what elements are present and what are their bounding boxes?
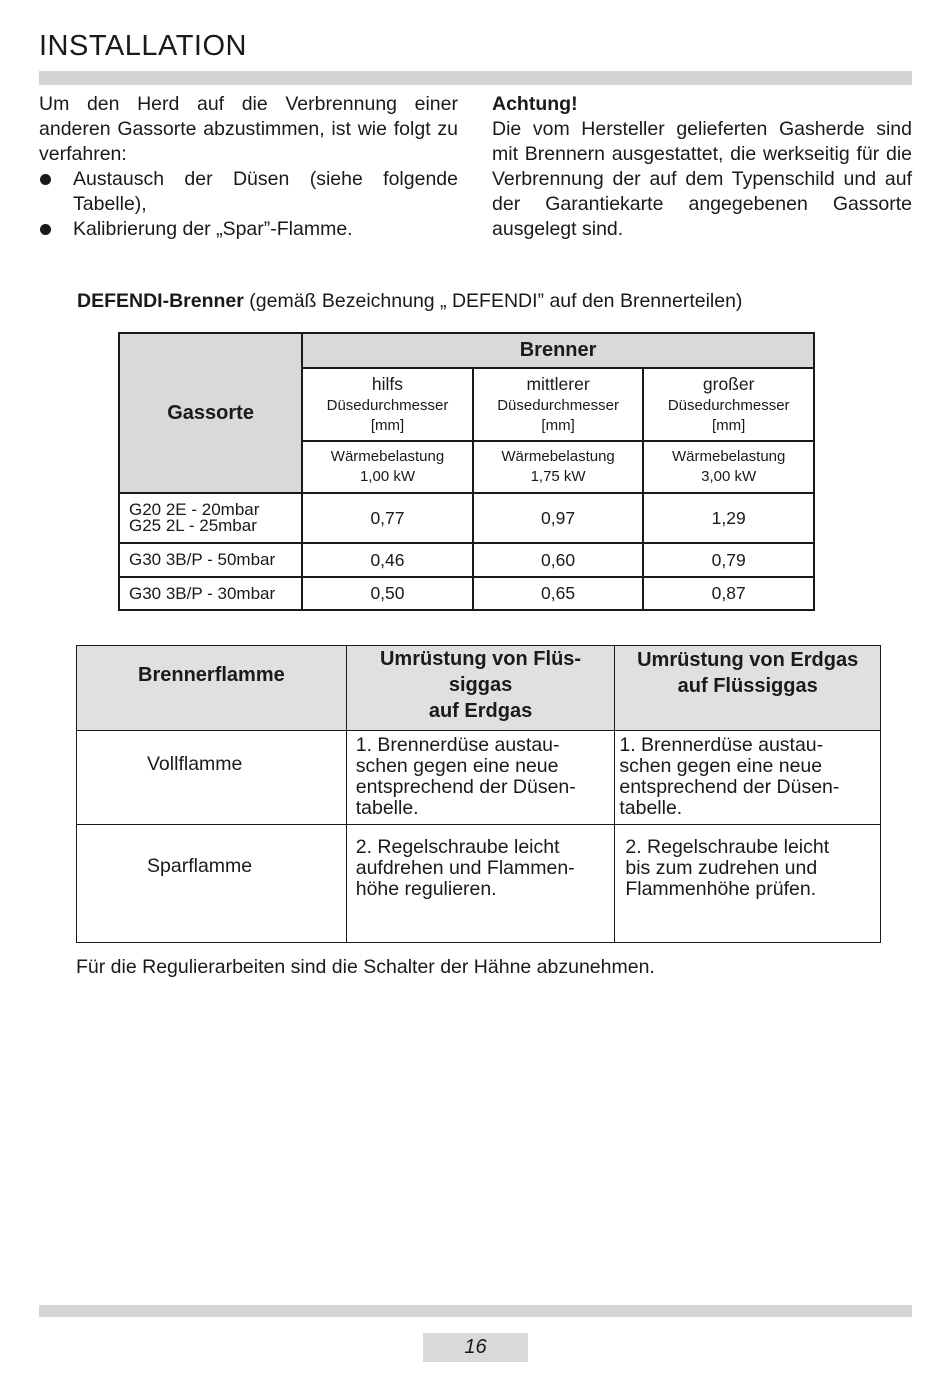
bullet-icon	[40, 224, 51, 235]
natural-to-lpg-header: Umrüstung von Erdgas auf Flüssiggas	[615, 646, 881, 731]
nozzle-value: 0,65	[473, 577, 644, 610]
notice-section	[492, 92, 912, 242]
flame-header: Brennerflamme	[77, 646, 347, 731]
lpg-to-natural-step: 1. Brennerdüse austau- schen gegen eine neue entsprechend der Düsen- tabelle.	[346, 731, 615, 825]
bullet-icon	[40, 174, 51, 185]
lpg-to-natural-step: 2. Regelschraube leicht aufdrehen und Flammen- höhe regulieren.	[346, 825, 615, 943]
caption-rest: (gemäß Bezeichnung „ DEFENDI” auf den Brennerteilen)	[243, 290, 743, 312]
heat-load-medium: Wärmebelastung 1,75 kW	[473, 441, 644, 493]
intro-bullet-list	[39, 167, 458, 242]
bullet-item: Kalibrierung der „Spar”-Flamme.	[39, 217, 458, 242]
burner-col-medium: mittlerer Düsedurchmesser [mm]	[473, 368, 644, 441]
burner-nozzle-table	[118, 332, 815, 611]
table-caption	[77, 290, 742, 313]
notice-heading: Achtung!	[492, 93, 578, 115]
table-row	[77, 825, 881, 943]
natural-to-lpg-step: 1. Brennerdüse austau- schen gegen eine neue entsprechend der Düsen- tabelle.	[615, 731, 881, 825]
page-title: INSTALLATION	[39, 30, 247, 62]
flame-type-cell: Vollflamme	[77, 731, 347, 825]
table-row	[119, 543, 814, 577]
flame-type-cell: Sparflamme	[77, 825, 347, 943]
bullet-item: Austausch der Düsen (siehe folgende Tabelle),	[39, 167, 458, 217]
nozzle-value: 0,97	[473, 493, 644, 543]
footer-divider	[39, 1305, 912, 1317]
natural-to-lpg-step: 2. Regelschraube leicht bis zum zudrehen und Flammenhöhe prüfen.	[615, 825, 881, 943]
flame-conversion-table	[76, 645, 881, 943]
lpg-to-natural-header: Umrüstung von Flüs- siggas auf Erdgas	[346, 646, 615, 731]
table-row	[119, 577, 814, 610]
notice-text: Die vom Hersteller gelieferten Gasherde sind mit Brennern ausgestattet, die werkseitig für die Verbrennung der auf dem Typenschild und auf der Garantiekarte angegebenen Gassorte ausgelegt sind.	[492, 118, 912, 240]
gas-type-cell: G30 3B/P - 50mbar	[119, 543, 302, 577]
header-divider	[39, 71, 912, 85]
burner-header: Brenner	[302, 333, 814, 368]
nozzle-value: 0,46	[302, 543, 473, 577]
nozzle-value: 0,79	[643, 543, 814, 577]
table-row	[77, 731, 881, 825]
intro-text: Um den Herd auf die Verbrennung einer anderen Gassorte abzustimmen, ist wie folgt zu verfahren:	[39, 93, 458, 165]
nozzle-value: 0,77	[302, 493, 473, 543]
table-row	[119, 493, 814, 543]
gas-type-cell: G20 2E - 20mbar G25 2L - 25mbar	[119, 493, 302, 543]
nozzle-value: 0,50	[302, 577, 473, 610]
intro-section	[39, 92, 458, 242]
burner-col-aux: hilfs Düsedurchmesser [mm]	[302, 368, 473, 441]
gas-type-header: Gassorte	[119, 333, 302, 493]
heat-load-aux: Wärmebelastung 1,00 kW	[302, 441, 473, 493]
burner-col-large: großer Düsedurchmesser [mm]	[643, 368, 814, 441]
nozzle-value: 1,29	[643, 493, 814, 543]
caption-bold: DEFENDI-Brenner	[77, 290, 244, 312]
gas-type-cell: G30 3B/P - 30mbar	[119, 577, 302, 610]
nozzle-value: 0,60	[473, 543, 644, 577]
heat-load-large: Wärmebelastung 3,00 kW	[643, 441, 814, 493]
nozzle-value: 0,87	[643, 577, 814, 610]
page-number: 16	[423, 1333, 528, 1362]
footnote: Für die Regulierarbeiten sind die Schalter der Hähne abzunehmen.	[76, 956, 655, 978]
